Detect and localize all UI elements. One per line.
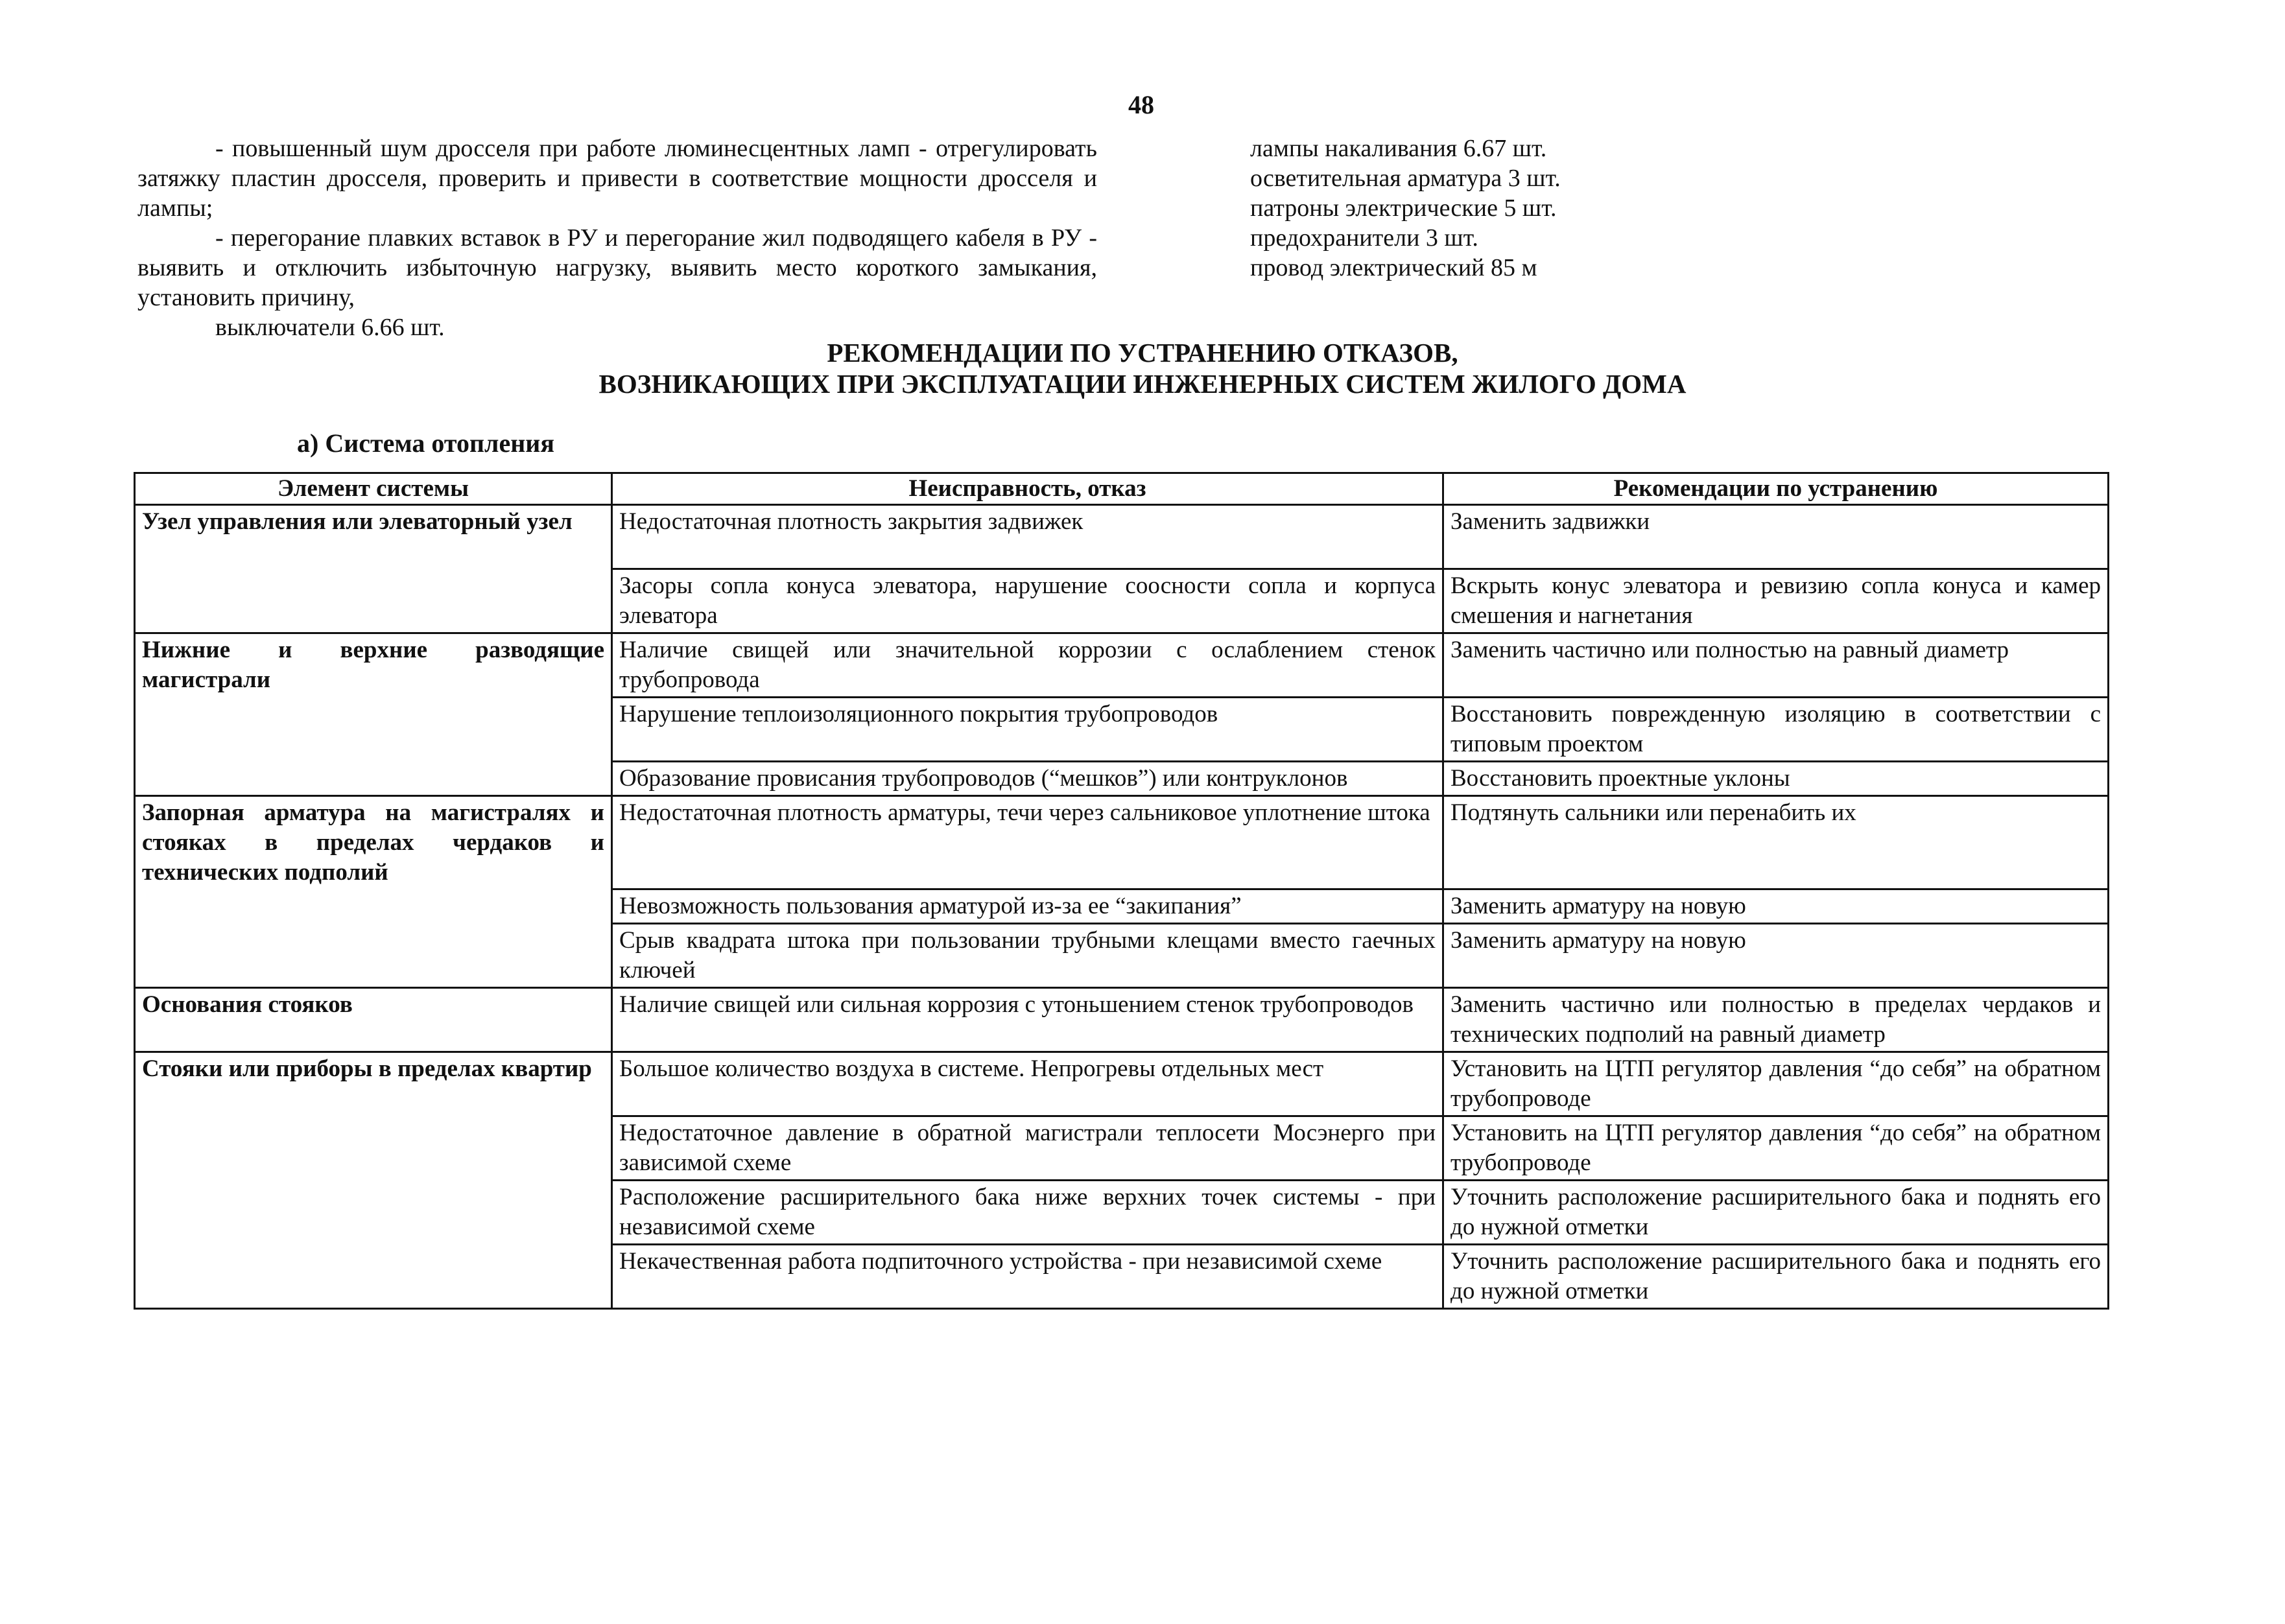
- fix-cell: Заменить арматуру на новую: [1443, 923, 2109, 987]
- fault-cell: Наличие свищей или значительной коррозии с ослаблением стенок трубопровода: [612, 633, 1443, 698]
- table-row: [135, 889, 2109, 923]
- table-row: [135, 1180, 2109, 1244]
- material-item: лампы накаливания 6.67 шт.: [1250, 135, 1547, 162]
- heading-line-1: РЕКОМЕНДАЦИИ ПО УСТРАНЕНИЮ ОТКАЗОВ,: [827, 338, 1458, 368]
- element-cell: [135, 1180, 612, 1244]
- right-material-list: [1250, 134, 1704, 283]
- element-cell: [135, 569, 612, 633]
- fix-cell: Уточнить расположение расширительного бака и поднять его до нужной отметки: [1443, 1180, 2109, 1244]
- header-fault: Неисправность, отказ: [612, 473, 1443, 505]
- fix-cell: Подтянуть сальники или перенабить их: [1443, 796, 2109, 889]
- element-cell: Узел управления или элеваторный узел: [135, 505, 612, 569]
- fault-cell: Недостаточная плотность закрытия задвижек: [612, 505, 1443, 569]
- fix-cell: Заменить частично или полностью на равный диаметр: [1443, 633, 2109, 698]
- element-cell: Запорная арматура на магистралях и стояках в пределах чердаков и технических подполий: [135, 796, 612, 889]
- table-row: [135, 1244, 2109, 1308]
- fault-cell: Нарушение теплоизоляционного покрытия трубопроводов: [612, 698, 1443, 762]
- table-row: [135, 796, 2109, 889]
- header-recommendation: Рекомендации по устранению: [1443, 473, 2109, 505]
- element-cell: [135, 698, 612, 762]
- table-row: [135, 762, 2109, 796]
- fix-cell: Уточнить расположение расширительного бака и поднять его до нужной отметки: [1443, 1244, 2109, 1308]
- page-number: 48: [1128, 90, 1154, 119]
- left-paragraph-1: - повышенный шум дросселя при работе люминесцентных ламп - отрегулировать затяжку пластин дросселя, проверить и привести в соответствие мощности дросселя и лампы;: [137, 135, 1097, 222]
- fault-cell: Невозможность пользования арматурой из-за ее “закипания”: [612, 889, 1443, 923]
- element-cell: [135, 1116, 612, 1180]
- element-cell: Основания стояков: [135, 987, 612, 1052]
- fix-cell: Установить на ЦТП регулятор давления “до себя” на обратном трубопроводе: [1443, 1116, 2109, 1180]
- fault-cell: Расположение расширительного бака ниже верхних точек системы - при независимой схеме: [612, 1180, 1443, 1244]
- element-cell: Нижние и верхние разводящие магистрали: [135, 633, 612, 698]
- table-row: [135, 505, 2109, 569]
- fault-cell: Наличие свищей или сильная коррозия с утоньшением стенок трубопроводов: [612, 987, 1443, 1052]
- fault-cell: Некачественная работа подпиточного устройства - при независимой схеме: [612, 1244, 1443, 1308]
- header-element: Элемент системы: [135, 473, 612, 505]
- fault-cell: Недостаточное давление в обратной магистрали теплосети Мосэнерго при зависимой схеме: [612, 1116, 1443, 1180]
- fix-cell: Восстановить поврежденную изоляцию в соответствии с типовым проектом: [1443, 698, 2109, 762]
- table-header-row: [135, 473, 2109, 505]
- section-heading: [137, 337, 2148, 399]
- element-cell: [135, 923, 612, 987]
- table-row: [135, 987, 2109, 1052]
- table-row: [135, 633, 2109, 698]
- material-item: осветительная арматура 3 шт.: [1250, 165, 1561, 192]
- fix-cell: Заменить задвижки: [1443, 505, 2109, 569]
- element-cell: Стояки или приборы в пределах квартир: [135, 1052, 612, 1116]
- heading-line-2: ВОЗНИКАЮЩИХ ПРИ ЭКСПЛУАТАЦИИ ИНЖЕНЕРНЫХ СИСТЕМ ЖИЛОГО ДОМА: [598, 369, 1687, 399]
- fault-cell: Образование провисания трубопроводов (“мешков”) или контруклонов: [612, 762, 1443, 796]
- left-paragraph-2: - перегорание плавких вставок в РУ и перегорание жил подводящего кабеля в РУ - выявить и отключить избыточную нагрузку, выявить место короткого замыкания, установить причину,: [137, 224, 1097, 311]
- left-text-column: [137, 134, 1097, 342]
- subsection-title: а) Система отопления: [297, 429, 554, 458]
- element-cell: [135, 889, 612, 923]
- fault-cell: Срыв квадрата штока при пользовании трубными клещами вместо гаечных ключей: [612, 923, 1443, 987]
- material-item: провод электрический 85 м: [1250, 254, 1537, 281]
- element-cell: [135, 1244, 612, 1308]
- table-row: [135, 1052, 2109, 1116]
- material-item: предохранители 3 шт.: [1250, 224, 1478, 252]
- fix-cell: Восстановить проектные уклоны: [1443, 762, 2109, 796]
- table-row: [135, 923, 2109, 987]
- fault-cell: Большое количество воздуха в системе. Непрогревы отдельных мест: [612, 1052, 1443, 1116]
- material-item: патроны электрические 5 шт.: [1250, 194, 1557, 222]
- fix-cell: Заменить арматуру на новую: [1443, 889, 2109, 923]
- fix-cell: Вскрыть конус элеватора и ревизию сопла конуса и камер смешения и нагнетания: [1443, 569, 2109, 633]
- fix-cell: Заменить частично или полностью в пределах чердаков и технических подполий на равный диаметр: [1443, 987, 2109, 1052]
- table-row: [135, 1116, 2109, 1180]
- fix-cell: Установить на ЦТП регулятор давления “до себя” на обратном трубопроводе: [1443, 1052, 2109, 1116]
- left-paragraph-3: выключатели 6.66 шт.: [215, 314, 445, 341]
- fault-cell: Засоры сопла конуса элеватора, нарушение соосности сопла и корпуса элеватора: [612, 569, 1443, 633]
- fault-table: [134, 472, 2109, 1310]
- table-row: [135, 569, 2109, 633]
- element-cell: [135, 762, 612, 796]
- fault-cell: Недостаточная плотность арматуры, течи через сальниковое уплотнение штока: [612, 796, 1443, 889]
- table-row: [135, 698, 2109, 762]
